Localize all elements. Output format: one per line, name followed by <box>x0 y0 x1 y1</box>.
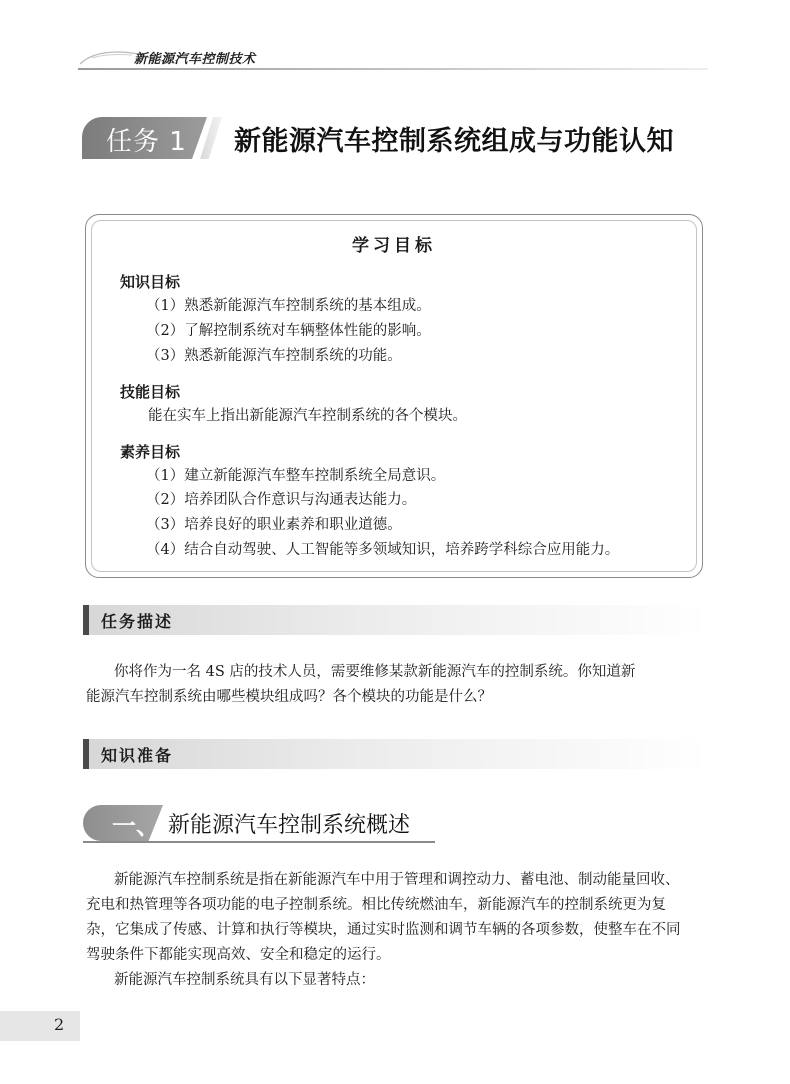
objective-item: （3）熟悉新能源汽车控制系统的功能。 <box>146 348 402 364</box>
body-line: 新能源汽车控制系统是指在新能源汽车中用于管理和调控动力、蓄电池、制动能量回收、 <box>114 872 680 888</box>
objective-item: （2）培养团队合作意识与沟通表达能力。 <box>146 492 417 508</box>
objective-item: （1）熟悉新能源汽车控制系统的基本组成。 <box>146 298 431 314</box>
objective-item: （4）结合自动驾驶、人工智能等多领域知识，培养跨学科综合应用能力。 <box>146 542 620 558</box>
section-title: 新能源汽车控制系统概述 <box>168 813 411 838</box>
objective-item: （1）建立新能源汽车整车控制系统全局意识。 <box>146 468 446 484</box>
section-number: 一、 <box>112 812 160 840</box>
page-number: 2 <box>54 1015 65 1034</box>
section-underline <box>83 841 435 843</box>
body-line: 新能源汽车控制系统具有以下显著特点： <box>114 972 375 988</box>
knowledge-prep-bar <box>83 739 708 769</box>
body-line: 充电和热管理等各项功能的电子控制系统。相比传统燃油车，新能源汽车的控制系统更为复 <box>86 897 666 913</box>
body-line: 杂，它集成了传感、计算和执行等模块，通过实时监测和调节车辆的各项参数，使整车在不同 <box>86 922 681 938</box>
skill-objectives-title: 技能目标 <box>120 383 181 401</box>
objective-item: （2）了解控制系统对车辆整体性能的影响。 <box>146 323 431 339</box>
task-description-heading: 任务描述 <box>101 612 174 631</box>
literacy-objectives-title: 素养目标 <box>120 443 181 461</box>
learning-objectives-box <box>85 214 703 578</box>
objective-item: （3）培养良好的职业素养和职业道德。 <box>146 517 402 533</box>
task-description-bar <box>83 605 708 635</box>
running-header-title: 新能源汽车控制技术 <box>134 52 256 67</box>
task-description-line: 你将作为一名 4S 店的技术人员，需要维修某款新能源汽车的控制系统。你知道新 <box>114 664 636 680</box>
section-marker <box>83 605 89 635</box>
section-marker <box>83 739 89 769</box>
body-line: 驾驶条件下都能实现高效、安全和稳定的运行。 <box>86 947 391 963</box>
task-title: 新能源汽车控制系统组成与功能认知 <box>234 126 674 157</box>
objectives-heading: 学习目标 <box>352 236 436 256</box>
page-number-tab <box>0 1011 80 1041</box>
knowledge-prep-heading: 知识准备 <box>101 746 174 765</box>
task-badge-label: 任务 1 <box>106 127 187 157</box>
header-rule <box>78 68 708 70</box>
task-description-line: 能源汽车控制系统由哪些模块组成吗？各个模块的功能是什么？ <box>86 689 492 705</box>
knowledge-objectives-title: 知识目标 <box>120 273 181 291</box>
running-header <box>0 38 790 78</box>
objective-item: 能在实车上指出新能源汽车控制系统的各个模块。 <box>148 408 467 424</box>
